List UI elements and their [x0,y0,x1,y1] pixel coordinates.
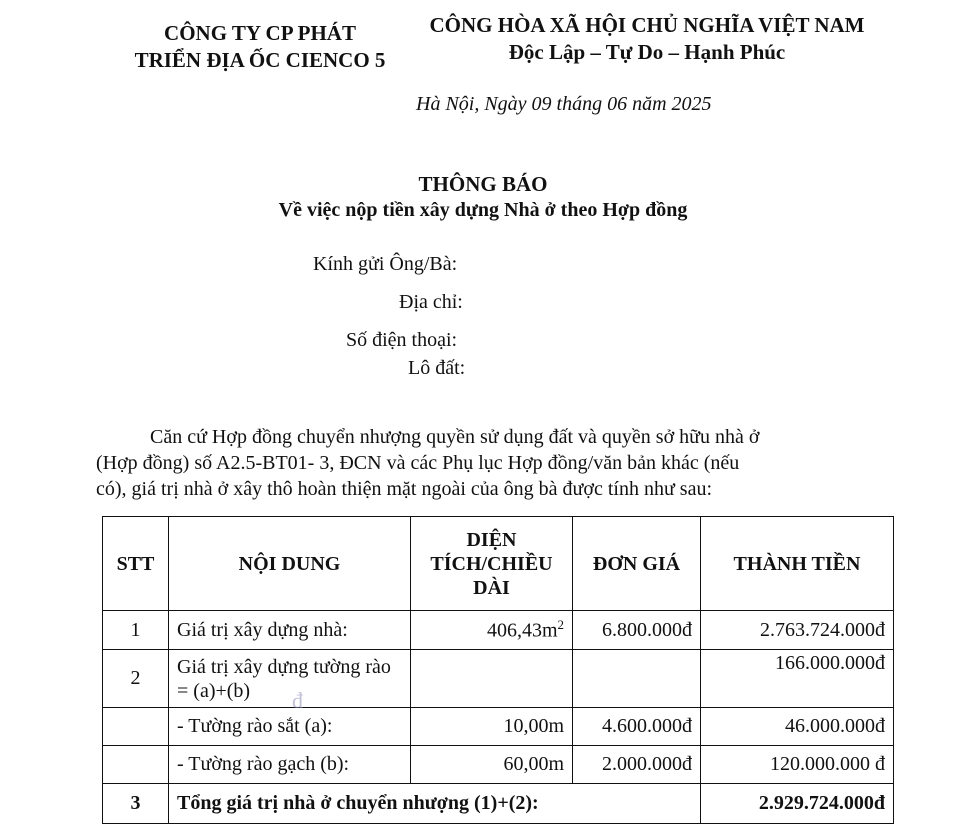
row-content: - Tường rào sắt (a): [169,708,411,746]
paragraph-line-2: (Hợp đồng) số A2.5-BT01- 3, ĐCN và các Phụ lục Hợp đồng/văn bản khác (nếu [96,452,740,474]
row-stt: 1 [103,611,169,650]
paragraph-line-1: Căn cứ Hợp đồng chuyển nhượng quyền sử dụng đất và quyền sở hữu nhà ở [150,426,760,448]
header-price: ĐƠN GIÁ [573,517,701,611]
fee-table [102,516,894,824]
faint-stamp-mark: đ [292,688,303,713]
nation-line-2: Độc Lập – Tự Do – Hạnh Phúc [508,40,786,64]
table-header-row [103,517,894,611]
row-price: 4.600.000đ [573,708,701,746]
paragraph-line-3: có), giá trị nhà ở xây thô hoàn thiện mặt ngoài của ông bà được tính như sau: [96,478,713,500]
phone-label: Số điện thoại: [346,329,458,351]
header-area: DIỆN TÍCH/CHIỀU DÀI [411,517,573,611]
area-exponent: 2 [557,617,564,633]
row-content: Giá trị xây dựng tường rào = (a)+(b) [169,650,411,708]
row-area: 60,00m [411,746,573,784]
total-amount: 2.929.724.000đ [701,784,894,824]
table-row [103,708,894,746]
notice-title: THÔNG BÁO [418,172,548,196]
notice-subtitle: Về việc nộp tiền xây dựng Nhà ở theo Hợp đồng [278,199,688,221]
table-row [103,746,894,784]
row-stt [103,708,169,746]
row-area [411,611,573,650]
header-stt: STT [103,517,169,611]
header-content: NỘI DUNG [169,517,411,611]
row-total: 2.763.724.000đ [701,611,894,650]
table-total-row [103,784,894,824]
area-value: 406,43m [486,619,558,642]
company-line-2: TRIỂN ĐỊA ỐC CIENCO 5 [134,48,386,72]
row-stt: 2 [103,650,169,708]
contract-paragraph [96,424,896,502]
row-area: 10,00m [411,708,573,746]
total-stt: 3 [103,784,169,824]
row-total: 46.000.000đ [701,708,894,746]
row-content: - Tường rào gạch (b): [169,746,411,784]
lot-label: Lô đất: [408,357,466,379]
row-total: 120.000.000 đ [701,746,894,784]
recipient-label: Kính gửi Ông/Bà: [313,253,458,275]
nation-line-1: CÔNG HÒA XÃ HỘI CHỦ NGHĨA VIỆT NAM [429,13,865,37]
row-area [411,650,573,708]
document-date: Hà Nội, Ngày 09 tháng 06 năm 2025 [416,93,712,115]
row-total: 166.000.000đ [701,650,894,708]
national-motto [412,12,882,66]
row-stt [103,746,169,784]
table-row [103,650,894,708]
total-content: Tổng giá trị nhà ở chuyển nhượng (1)+(2): [169,784,701,824]
address-label: Địa chỉ: [399,291,463,313]
row-price: 2.000.000đ [573,746,701,784]
row-price [573,650,701,708]
header-total: THÀNH TIỀN [701,517,894,611]
company-name [110,20,410,74]
row-content: Giá trị xây dựng nhà: [169,611,411,650]
row-price: 6.800.000đ [573,611,701,650]
table-row [103,611,894,650]
company-line-1: CÔNG TY CP PHÁT [164,21,356,45]
